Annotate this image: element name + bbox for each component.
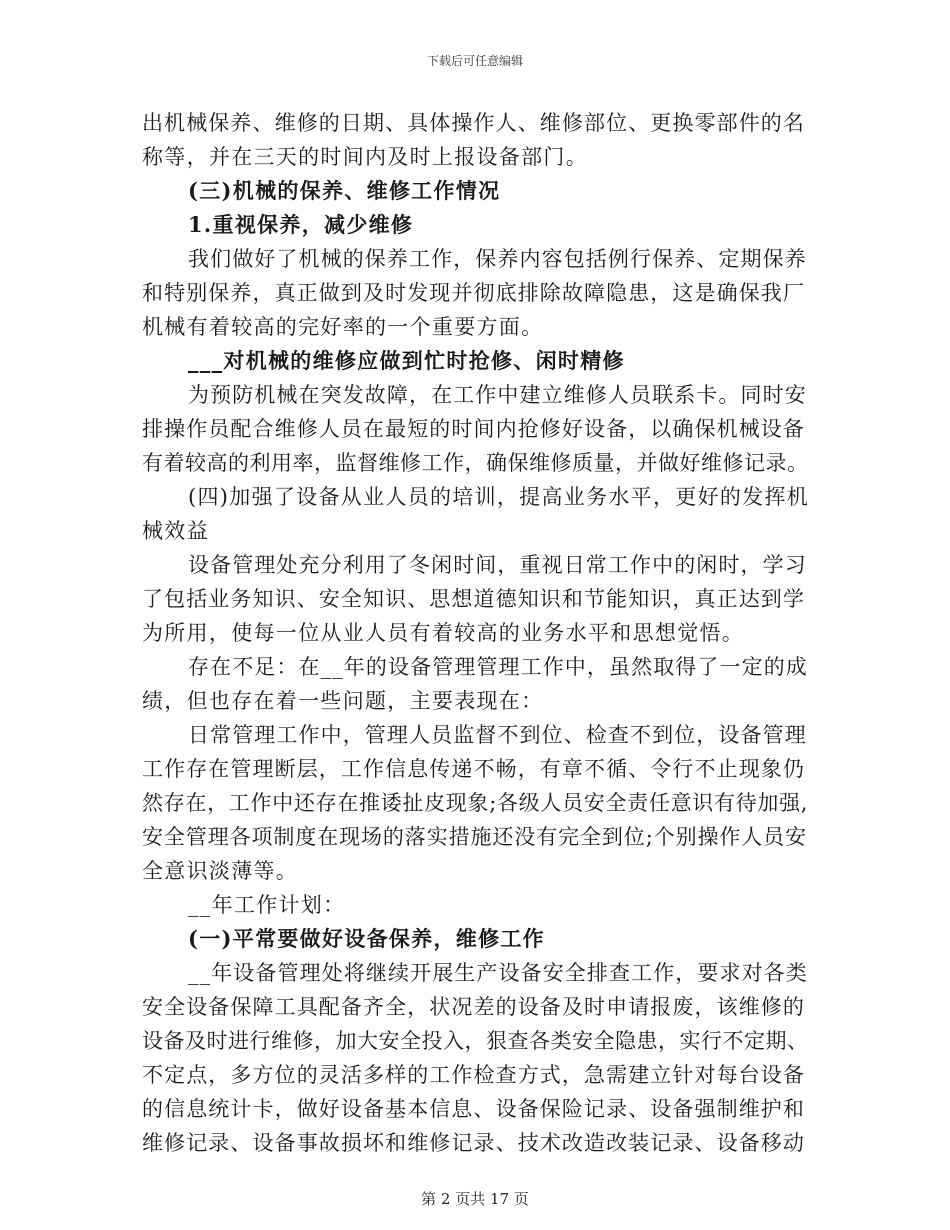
text-line: 了包括业务知识、安全知识、思想道德知识和节能知识，真正达到学	[142, 587, 805, 611]
text-line: 1.重视保养，减少维修	[188, 212, 414, 237]
text-line: (一)平常要做好设备保养，维修工作	[188, 926, 545, 951]
text-line: 机械有着较高的完好率的一个重要方面。	[142, 315, 544, 339]
text-line: 械效益	[142, 519, 209, 543]
text-line: 设备管理处充分利用了冬闲时间，重视日常工作中的闲时，学习	[188, 553, 807, 577]
document-body	[142, 106, 808, 1160]
text-line: 设备及时进行维修，加大安全投入，狠查各类安全隐患，实行不定期、	[142, 1029, 809, 1053]
text-line: 我们做好了机械的保养工作，保养内容包括例行保养、定期保养	[188, 247, 807, 271]
page-footer: 第 2 页共 17 页	[421, 1190, 529, 1208]
text-line: 出机械保养、维修的日期、具体操作人、维修部位、更换零部件的名	[142, 111, 805, 135]
text-line: 不定点，多方位的灵活多样的工作检查方式，急需建立针对每台设备	[142, 1063, 805, 1087]
text-line: 存在不足：在__年的设备管理管理工作中，虽然取得了一定的成	[188, 655, 808, 679]
text-line: 日常管理工作中，管理人员监督不到位、检查不到位，设备管理	[188, 723, 807, 747]
text-line: 安全设备保障工具配备齐全，状况差的设备及时申请报废，该维修的	[142, 995, 805, 1019]
text-line: __年工作计划：	[188, 893, 346, 917]
text-line: 维修记录、设备事故损坏和维修记录、技术改造改装记录、设备移动	[142, 1131, 805, 1155]
text-line: 安全管理各项制度在现场的落实措施还没有完全到位;个别操作人员安	[142, 825, 807, 849]
text-line: 绩，但也存在着一些问题，主要表现在：	[142, 689, 544, 713]
text-line: 全意识淡薄等。	[142, 859, 299, 883]
text-line: 然存在，工作中还存在推诿扯皮现象;各级人员安全责任意识有待加强,	[142, 791, 809, 815]
text-line: 有着较高的利用率，监督维修工作，确保维修质量，并做好维修记录。	[142, 451, 809, 475]
text-line: 为所用，使每一位从业人员有着较高的业务水平和思想觉悟。	[142, 621, 745, 645]
text-line: 排操作员配合维修人员在最短的时间内抢修好设备，以确保机械设备	[142, 417, 805, 441]
text-line: (三)机械的保养、维修工作情况	[188, 178, 501, 203]
text-line: 称等，并在三天的时间内及时上报设备部门。	[142, 145, 588, 169]
text-line: 工作存在管理断层，工作信息传递不畅，有章不循、令行不止现象仍	[142, 757, 805, 781]
text-line: 为预防机械在突发故障，在工作中建立维修人员联系卡。同时安	[188, 383, 807, 407]
text-line: ___对机械的维修应做到忙时抢修、闲时精修	[188, 348, 625, 373]
text-line: 的信息统计卡，做好设备基本信息、设备保险记录、设备强制维护和	[142, 1097, 805, 1121]
page-header: 下载后可任意编辑	[426, 54, 523, 68]
text-line: 和特别保养，真正做到及时发现并彻底排除故障隐患，这是确保我厂	[142, 281, 805, 305]
text-line: __年设备管理处将继续开展生产设备安全排查工作，要求对各类	[188, 961, 808, 985]
text-line: (四)加强了设备从业人员的培训，提高业务水平，更好的发挥机	[188, 485, 810, 509]
